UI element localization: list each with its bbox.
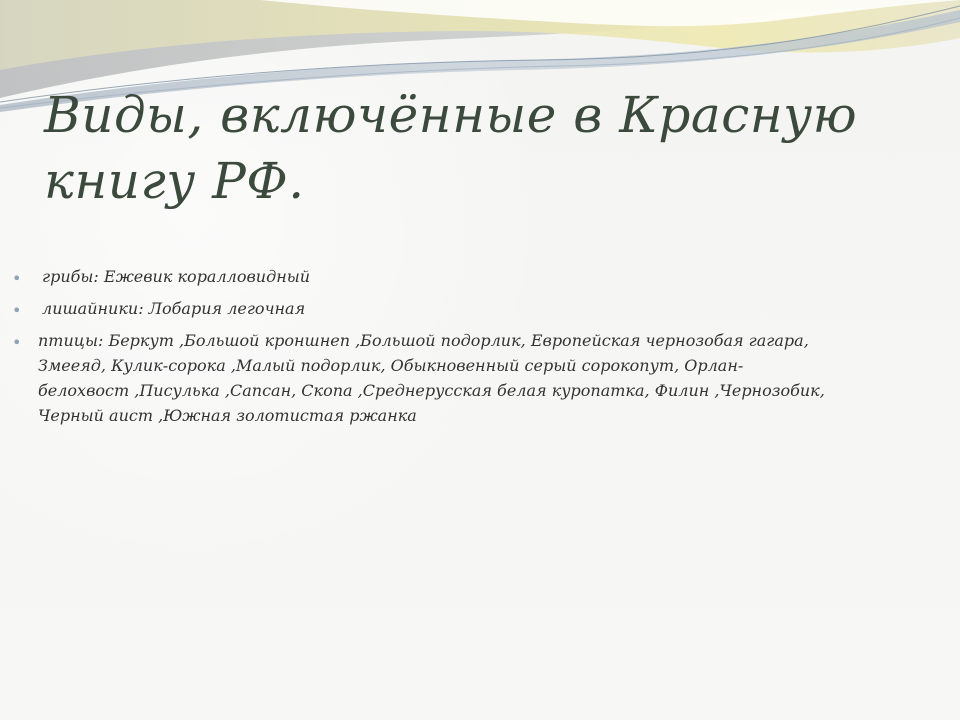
species-list [8,264,828,435]
list-item-text: птицы: Беркут ,Большой кроншнеп ,Большой подорлик, Европейская чернозобая гагара, Змееяд, Кулик-сорока ,Малый подорлик, Обыкновенный серый сорокопут, Орлан-белохвост ,Писулька ,Сапсан, Скопа ,Среднерусская белая куропатка, Филин ,Чернозобик, Черный аист ,Южная золотистая ржанка [38,331,825,425]
list-item-text: грибы: Ежевик коралловидный [42,267,311,286]
list-item-lichens [8,296,828,321]
bullet-icon: • [12,269,22,288]
bullet-icon: • [12,301,22,320]
list-item-fungi [8,264,828,289]
bullet-icon: • [12,333,22,352]
list-item-text: лишайники: Лобария легочная [42,299,306,318]
list-item-birds [8,328,828,428]
slide-title: Виды, включённые в Красную книгу РФ. [44,86,858,210]
